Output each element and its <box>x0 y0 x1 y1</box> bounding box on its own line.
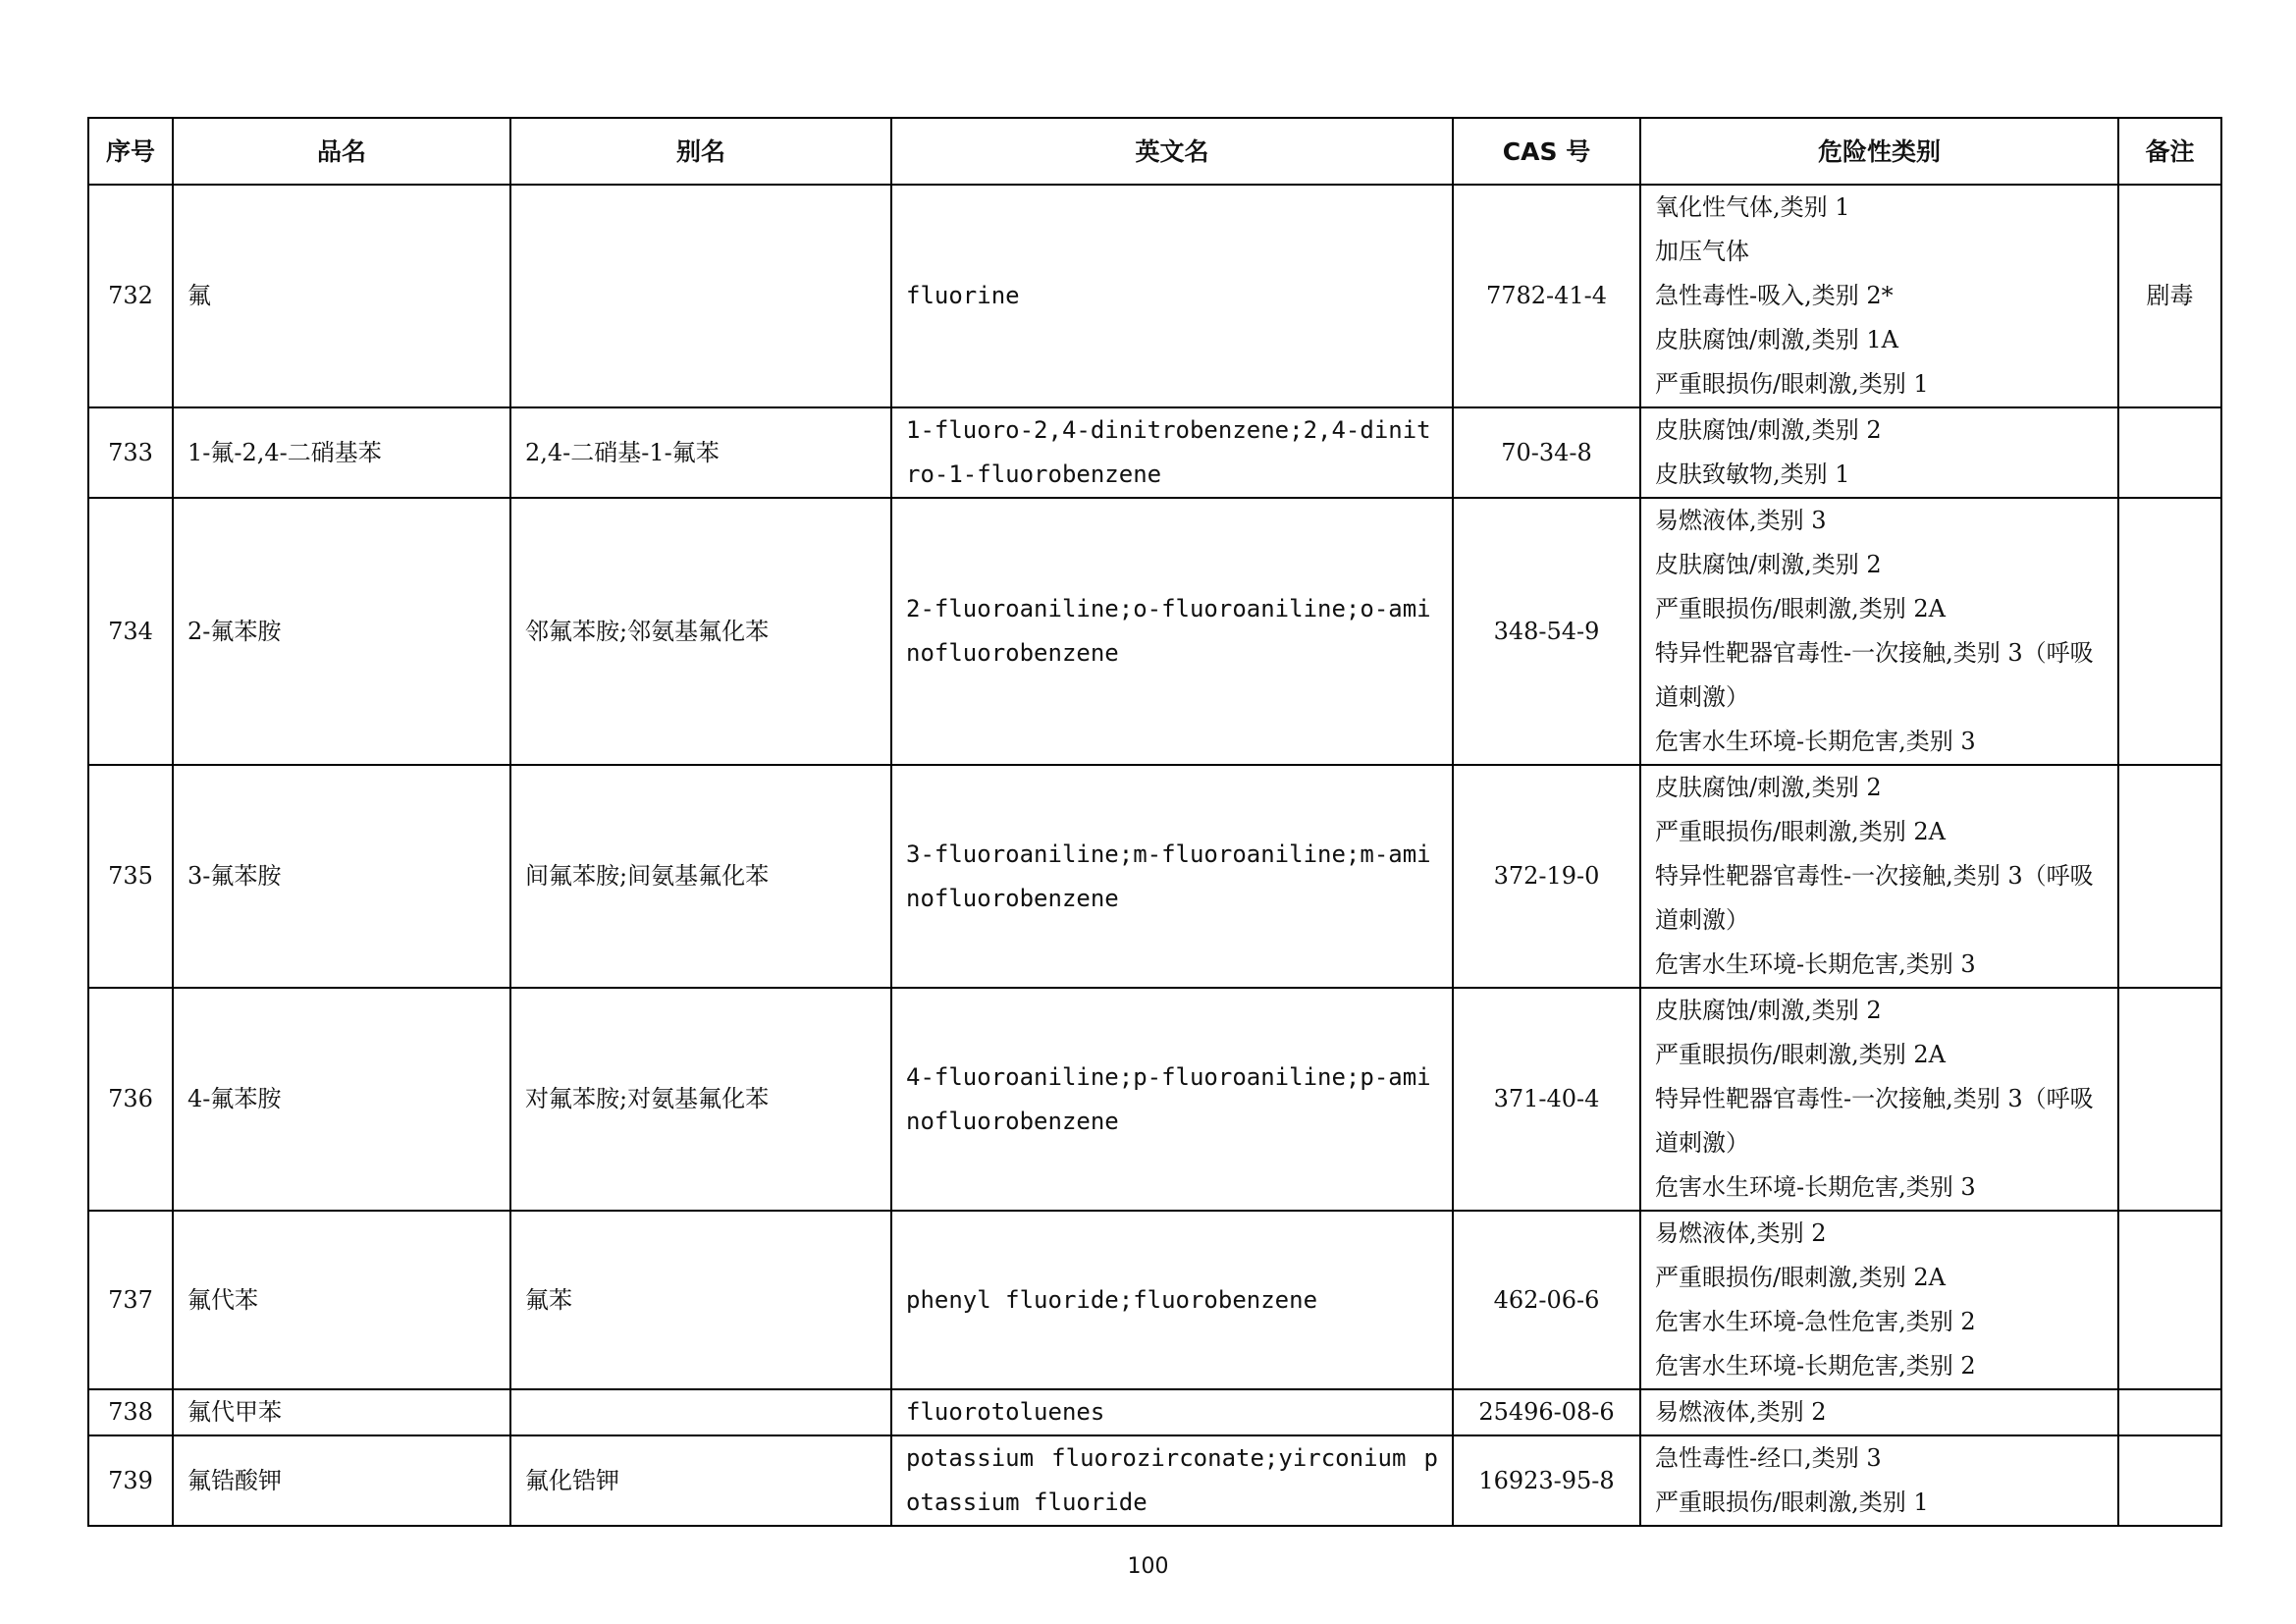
hazard-line: 特异性靶器官毒性-一次接触,类别 3（呼吸道刺激） <box>1655 639 2094 711</box>
hazard-line: 皮肤腐蚀/刺激,类别 2 <box>1655 997 1882 1024</box>
cell-name: 氟锆酸钾 <box>173 1435 510 1526</box>
cell-english-name: 2-fluoroaniline;o-fluoroaniline;o-aminofluorobenzene <box>891 498 1453 765</box>
cell-note <box>2118 1435 2221 1526</box>
hazard-line: 严重眼损伤/眼刺激,类别 2A <box>1655 818 1946 845</box>
cell-hazard-class <box>1640 407 2118 498</box>
cell-name: 1-氟-2,4-二硝基苯 <box>173 407 510 498</box>
cell-note <box>2118 1211 2221 1389</box>
cell-alias: 间氟苯胺;间氨基氟化苯 <box>510 765 891 988</box>
cell-english-name: 3-fluoroaniline;m-fluoroaniline;m-aminofluorobenzene <box>891 765 1453 988</box>
page-number: 100 <box>1127 1554 1169 1579</box>
cell-alias: 2,4-二硝基-1-氟苯 <box>510 407 891 498</box>
cell-cas: 7782-41-4 <box>1453 185 1640 407</box>
hazard-line: 严重眼损伤/眼刺激,类别 1 <box>1655 1489 1929 1516</box>
hazard-line: 急性毒性-经口,类别 3 <box>1655 1444 1882 1472</box>
hazard-line: 易燃液体,类别 2 <box>1655 1219 1827 1247</box>
header-cas: CAS 号 <box>1453 118 1640 185</box>
hazard-line: 严重眼损伤/眼刺激,类别 2A <box>1655 1264 1946 1291</box>
hazard-line: 危害水生环境-长期危害,类别 3 <box>1655 1173 1976 1201</box>
hazard-line: 危害水生环境-长期危害,类别 2 <box>1655 1352 1976 1380</box>
cell-cas: 371-40-4 <box>1453 988 1640 1211</box>
cell-english-name: potassium fluorozirconate;yirconium potassium fluoride <box>891 1435 1453 1526</box>
hazard-line: 易燃液体,类别 2 <box>1655 1398 1827 1426</box>
cell-cas: 462-06-6 <box>1453 1211 1640 1389</box>
hazard-line: 皮肤致敏物,类别 1 <box>1655 460 1850 488</box>
cell-no: 733 <box>88 407 173 498</box>
cell-no: 734 <box>88 498 173 765</box>
cell-alias <box>510 1389 891 1435</box>
hazard-line: 皮肤腐蚀/刺激,类别 2 <box>1655 551 1882 578</box>
table-row <box>88 765 2221 988</box>
cell-note <box>2118 498 2221 765</box>
hazard-line: 皮肤腐蚀/刺激,类别 1A <box>1655 326 1898 353</box>
cell-name: 4-氟苯胺 <box>173 988 510 1211</box>
cell-english-name: phenyl fluoride;fluorobenzene <box>891 1211 1453 1389</box>
cell-english-name: fluorotoluenes <box>891 1389 1453 1435</box>
table-row <box>88 988 2221 1211</box>
cell-cas: 25496-08-6 <box>1453 1389 1640 1435</box>
hazard-line: 严重眼损伤/眼刺激,类别 2A <box>1655 1041 1946 1068</box>
table-row <box>88 1389 2221 1435</box>
cell-no: 737 <box>88 1211 173 1389</box>
cell-hazard-class <box>1640 185 2118 407</box>
hazard-line: 危害水生环境-急性危害,类别 2 <box>1655 1308 1976 1335</box>
cell-cas: 70-34-8 <box>1453 407 1640 498</box>
table-row <box>88 1435 2221 1526</box>
hazard-line: 危害水生环境-长期危害,类别 3 <box>1655 950 1976 978</box>
cell-note <box>2118 765 2221 988</box>
hazard-line: 急性毒性-吸入,类别 2* <box>1655 282 1894 309</box>
cell-english-name: fluorine <box>891 185 1453 407</box>
cell-hazard-class <box>1640 765 2118 988</box>
cell-hazard-class <box>1640 498 2118 765</box>
header-english-name: 英文名 <box>891 118 1453 185</box>
cell-alias: 氟化锆钾 <box>510 1435 891 1526</box>
cell-english-name: 4-fluoroaniline;p-fluoroaniline;p-aminofluorobenzene <box>891 988 1453 1211</box>
cell-name: 氟代苯 <box>173 1211 510 1389</box>
cell-no: 735 <box>88 765 173 988</box>
hazardous-chemicals-table <box>87 117 2222 1527</box>
header-name: 品名 <box>173 118 510 185</box>
cell-name: 氟代甲苯 <box>173 1389 510 1435</box>
cell-note: 剧毒 <box>2118 185 2221 407</box>
cell-note <box>2118 407 2221 498</box>
cell-name: 3-氟苯胺 <box>173 765 510 988</box>
table-row <box>88 498 2221 765</box>
header-hazard-class: 危险性类别 <box>1640 118 2118 185</box>
table-row <box>88 185 2221 407</box>
cell-alias: 邻氟苯胺;邻氨基氟化苯 <box>510 498 891 765</box>
hazard-line: 皮肤腐蚀/刺激,类别 2 <box>1655 416 1882 444</box>
header-no: 序号 <box>88 118 173 185</box>
cell-alias: 对氟苯胺;对氨基氟化苯 <box>510 988 891 1211</box>
cell-no: 736 <box>88 988 173 1211</box>
cell-name: 氟 <box>173 185 510 407</box>
hazard-line: 严重眼损伤/眼刺激,类别 1 <box>1655 370 1929 398</box>
hazard-line: 皮肤腐蚀/刺激,类别 2 <box>1655 774 1882 801</box>
cell-cas: 16923-95-8 <box>1453 1435 1640 1526</box>
hazard-line: 危害水生环境-长期危害,类别 3 <box>1655 728 1976 755</box>
cell-note <box>2118 988 2221 1211</box>
cell-hazard-class <box>1640 988 2118 1211</box>
cell-name: 2-氟苯胺 <box>173 498 510 765</box>
cell-no: 732 <box>88 185 173 407</box>
hazard-line: 加压气体 <box>1655 238 1749 265</box>
cell-note <box>2118 1389 2221 1435</box>
cell-english-name: 1-fluoro-2,4-dinitrobenzene;2,4-dinitro-1-fluorobenzene <box>891 407 1453 498</box>
hazard-line: 特异性靶器官毒性-一次接触,类别 3（呼吸道刺激） <box>1655 1085 2094 1157</box>
cell-cas: 348-54-9 <box>1453 498 1640 765</box>
table-row <box>88 407 2221 498</box>
table-header-row <box>88 118 2221 185</box>
hazard-line: 严重眼损伤/眼刺激,类别 2A <box>1655 595 1946 623</box>
cell-alias <box>510 185 891 407</box>
cell-hazard-class <box>1640 1435 2118 1526</box>
cell-hazard-class <box>1640 1211 2118 1389</box>
header-note: 备注 <box>2118 118 2221 185</box>
cell-no: 738 <box>88 1389 173 1435</box>
header-alias: 别名 <box>510 118 891 185</box>
cell-hazard-class <box>1640 1389 2118 1435</box>
hazard-line: 氧化性气体,类别 1 <box>1655 193 1850 221</box>
table-row <box>88 1211 2221 1389</box>
hazard-line: 易燃液体,类别 3 <box>1655 507 1827 534</box>
cell-no: 739 <box>88 1435 173 1526</box>
cell-alias: 氟苯 <box>510 1211 891 1389</box>
cell-cas: 372-19-0 <box>1453 765 1640 988</box>
hazard-line: 特异性靶器官毒性-一次接触,类别 3（呼吸道刺激） <box>1655 862 2094 934</box>
